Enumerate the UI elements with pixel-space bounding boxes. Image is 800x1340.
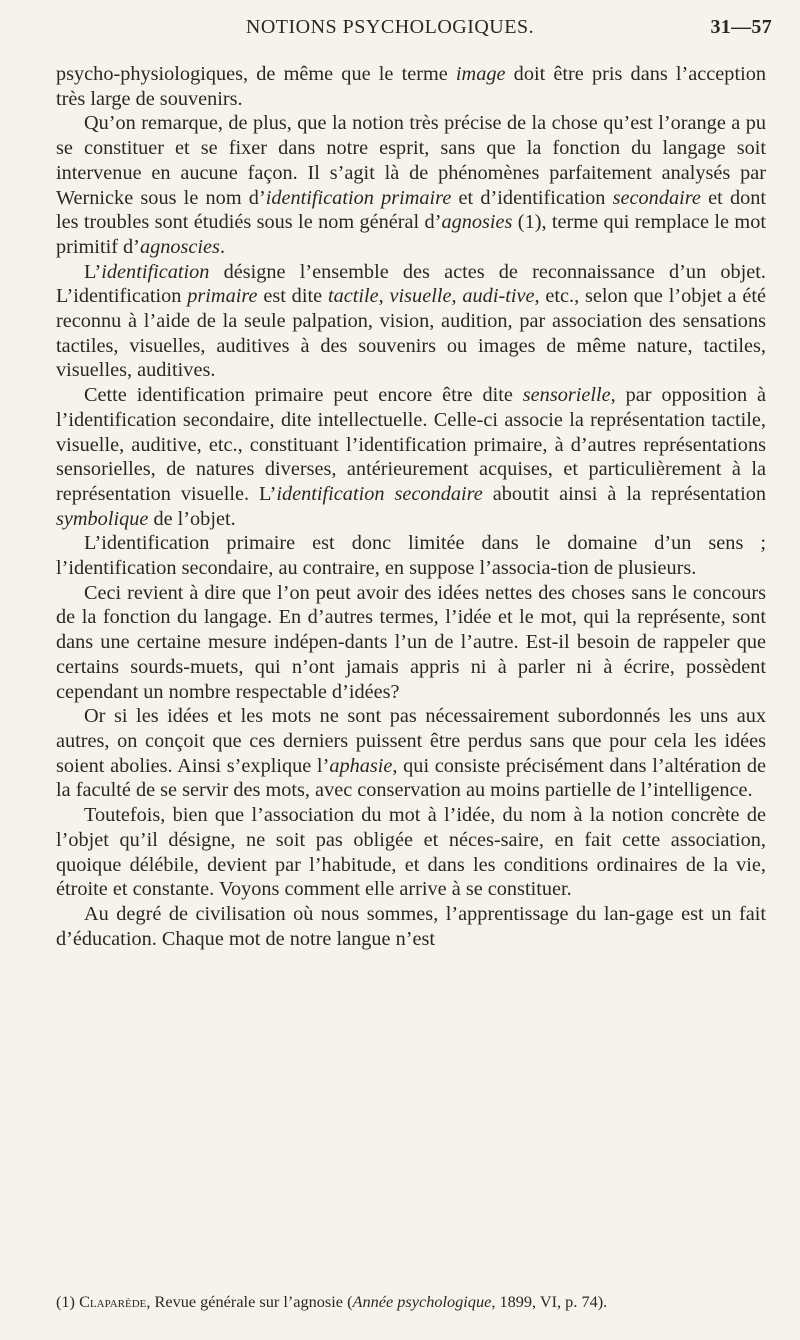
text-run: Ceci revient à dire que l’on peut avoir des idées nettes des choses sans le concours de la fonction du langage. En d’autres termes, l’idée et le mot, qui la représente, sont dans une certaine mesure indépen-dants l’un de l’autre. Est-il besoin de rappeler que certains sourds-muets, qui n’ont jamais appris ni à parler ni à écrire, possèdent cependant un nombre respectable d’idées? bbox=[56, 581, 766, 703]
paragraph bbox=[56, 260, 766, 384]
text-run: , par opposition à l’identification secondaire, dite intellectuelle. Celle-ci associe la représentation tactile, visuelle, auditive, etc., constituant l’identification primaire, à d’autres représentations sensorielles, de natures diverses, antérieurement acquises, et particulièrement à la représentation visuelle. L’ bbox=[56, 384, 766, 505]
text-run: psycho-physiologiques, de même que le terme bbox=[56, 63, 456, 85]
paragraph bbox=[56, 902, 766, 951]
footnote-author: Claparède bbox=[79, 1292, 147, 1311]
footnote-text: , Revue générale sur l’agnosie ( bbox=[146, 1292, 353, 1311]
running-title: NOTIONS PSYCHOLOGIQUES. bbox=[245, 16, 535, 38]
footnote-journal: Année psychologique bbox=[352, 1292, 492, 1311]
italic-term: symbolique bbox=[56, 507, 149, 530]
text-run: L’ bbox=[84, 260, 102, 283]
italic-term: audi-tive bbox=[462, 285, 535, 308]
text-run: L’identification primaire est donc limitée dans le domaine d’un sens ; l’identification secondaire, au contraire, en suppose l’associa-tion de plusieurs. bbox=[56, 532, 766, 580]
paragraph bbox=[56, 383, 766, 531]
text-run: , bbox=[378, 285, 390, 308]
italic-term: secondaire bbox=[612, 186, 701, 209]
paragraph bbox=[56, 111, 766, 259]
italic-term: aphasie bbox=[329, 754, 393, 777]
italic-term: agnoscies bbox=[139, 235, 220, 258]
paragraph bbox=[56, 704, 766, 803]
text-run: de l’objet. bbox=[148, 507, 236, 530]
text-run: , etc., selon que l’objet a été reconnu à l’aide de la seule palpation, vision, audition, par association des sensations tactiles, visuelles, auditives à des souvenirs ou images de même nature, tactiles, visuelles, auditives. bbox=[56, 285, 767, 382]
paragraph bbox=[56, 62, 766, 111]
paragraph bbox=[56, 581, 766, 705]
italic-term: primaire bbox=[187, 285, 258, 308]
footnote-text-end: , 1899, VI, p. 74). bbox=[491, 1292, 608, 1311]
italic-term: tactile bbox=[327, 285, 379, 308]
text-run: désigne l’ensemble des actes de reconnaissance d’un objet. L’identification bbox=[56, 260, 766, 308]
text-run: Qu’on remarque, de plus, que la notion très précise de la chose qu’est l’orange a pu se constituer et se fixer dans notre esprit, sans que la fonction du langage soit intervenue en aucune façon. Il s’agit là de phénomènes parfaitement analysés par Wernicke sous le nom d’ bbox=[56, 112, 766, 209]
paragraph bbox=[56, 803, 766, 902]
italic-term: identification secondaire bbox=[276, 482, 483, 505]
italic-term: agnosies bbox=[441, 211, 513, 234]
running-head bbox=[0, 16, 800, 42]
text-run: Au degré de civilisation où nous sommes, l’apprentissage du lan-gage est un fait d’éducation. Chaque mot de notre langue n’est bbox=[56, 902, 766, 950]
text-run: (1), terme qui remplace le mot primitif d’ bbox=[56, 211, 766, 258]
page-number: 31—57 bbox=[710, 16, 772, 38]
italic-term: sensorielle bbox=[522, 384, 611, 407]
footnote bbox=[56, 1292, 776, 1312]
text-run: , qui consiste précisément dans l’altération de la faculté de se servir des mots, avec conservation au moins partielle de l’intelligence. bbox=[56, 754, 766, 802]
text-run: doit être pris dans l’acception très large de souvenirs. bbox=[56, 63, 766, 110]
italic-term: image bbox=[455, 63, 506, 85]
italic-term: identification bbox=[101, 260, 210, 283]
text-run: Or si les idées et les mots ne sont pas nécessairement subordonnés les uns aux autres, on conçoit que ces derniers puissent être perdus sans que pour cela les idées soient abolies. Ainsi s’explique l’ bbox=[56, 705, 766, 777]
body-text bbox=[56, 62, 766, 951]
text-run: Cette identification primaire peut encore être dite bbox=[84, 384, 523, 407]
text-run: . bbox=[219, 235, 226, 258]
footnote-marker: (1) bbox=[56, 1292, 80, 1311]
text-run: est dite bbox=[257, 285, 328, 308]
italic-term: identification primaire bbox=[265, 186, 452, 209]
italic-term: visuelle bbox=[389, 285, 452, 308]
text-run: et dont les troubles sont étudiés sous le nom général d’ bbox=[56, 186, 767, 234]
text-run: et d’identification bbox=[451, 186, 613, 209]
text-run: , bbox=[451, 285, 463, 308]
text-run: aboutit ainsi à la représentation bbox=[482, 482, 766, 505]
text-run: Toutefois, bien que l’association du mot à l’idée, du nom à la notion concrète de l’objet qu’il désigne, ne soit pas obligée et néces-saire, en fait cette association, quoique délébile, devient par l’habitude, et dans les conditions ordinaires de la vie, étroite et constante. Voyons comment elle arrive à se constituer. bbox=[56, 804, 766, 901]
paragraph bbox=[56, 531, 766, 580]
